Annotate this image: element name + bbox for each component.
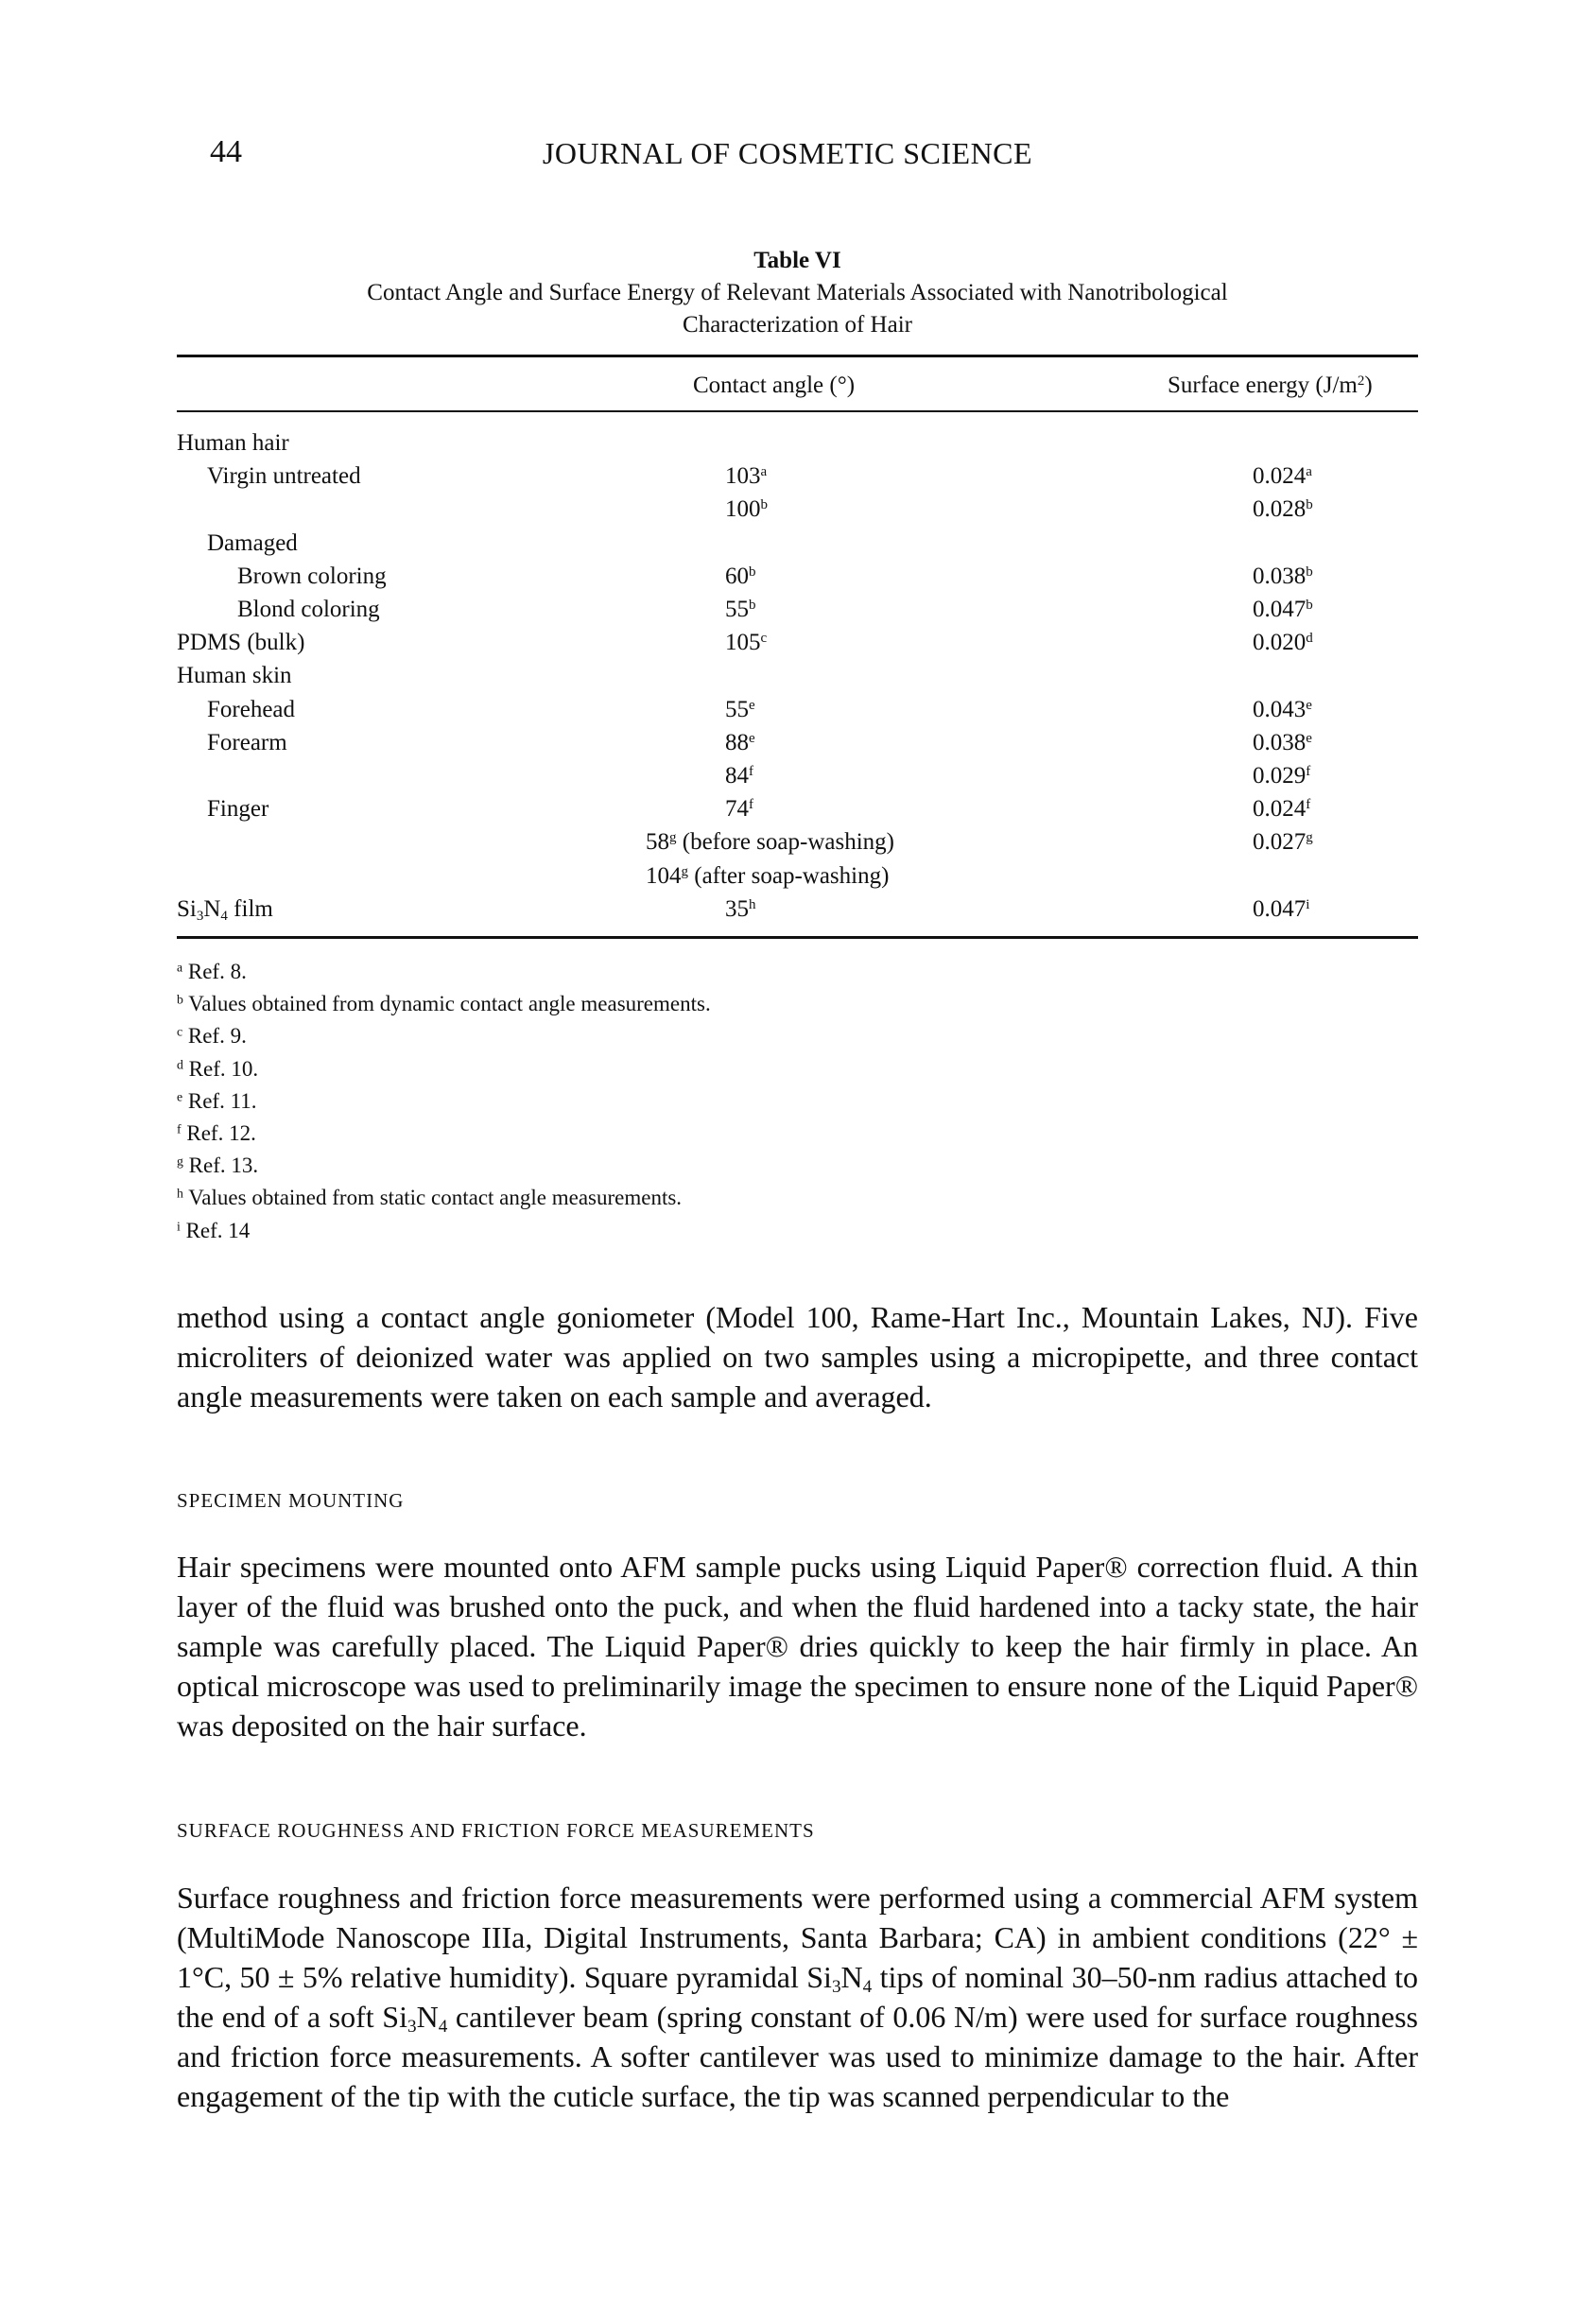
subscript: 4 (862, 1976, 873, 1997)
text-run: Hair specimens were mounted onto AFM sample pucks using Liquid Paper® correction fluid. A thin layer of the fluid was brushed onto the puck, and when the fluid hardened into a tacky state, the hair sample was carefully placed. The Liquid Paper® dries quickly to keep the hair firmly in place. An optical microscope was used to preliminarily image the specimen to ensure none of the Liquid Paper® was deposited on the hair surface. (177, 1550, 1418, 1743)
surface-energy-cell (1253, 829, 1313, 856)
body-paragraph (177, 1547, 1418, 1745)
ref-mark: f (749, 763, 753, 779)
value: 84 (725, 763, 749, 789)
value: 0.024 (1253, 463, 1307, 490)
table-label: Table VI (753, 248, 841, 273)
surface-energy-cell (1253, 796, 1310, 823)
footnote (177, 1057, 258, 1082)
footnote-text: Ref. 8. (187, 960, 247, 983)
value: 0.047 (1253, 597, 1307, 622)
section-heading: SURFACE ROUGHNESS AND FRICTION FORCE MEASUREMENTS (177, 1819, 815, 1842)
table-row (0, 697, 1575, 730)
ref-mark: a (760, 463, 768, 479)
value: 0.043 (1253, 696, 1307, 722)
body-paragraph (177, 1878, 1418, 2116)
header-text: ) (1364, 373, 1373, 398)
footnote (177, 1153, 258, 1178)
value: 88 (725, 729, 749, 755)
surface-energy-cell (1253, 597, 1313, 623)
subscript: 3 (407, 2016, 417, 2037)
ref-mark: b (760, 497, 768, 513)
value: 0.027 (1253, 829, 1307, 856)
label-text: Damaged (207, 529, 298, 556)
footnote (177, 1219, 250, 1243)
label-text: N (203, 895, 221, 922)
footnote-mark: i (177, 1219, 181, 1234)
table-row (0, 763, 1575, 796)
contact-angle-cell (725, 463, 767, 490)
label-text: film (227, 895, 273, 922)
header-contact-angle: Contact angle (°) (693, 373, 856, 398)
value: 55 (725, 696, 749, 722)
surface-energy-cell (1253, 697, 1312, 723)
note: (before soap-washing) (676, 829, 894, 856)
value: 105 (725, 630, 761, 656)
contact-angle-cell (725, 597, 756, 623)
ref-mark: e (749, 730, 755, 746)
footnote-text: Ref. 11. (187, 1088, 257, 1113)
value: 60 (725, 563, 749, 589)
caption-line: Characterization of Hair (683, 312, 912, 338)
footnote (177, 992, 711, 1016)
value: 0.024 (1253, 796, 1307, 823)
footnote-text: Values obtained from dynamic contact angle measurements. (188, 992, 711, 1016)
surface-energy-cell (1253, 564, 1313, 590)
footnote-text: Ref. 10. (188, 1056, 259, 1081)
text-run: Surface roughness and friction force measurements were performed using a commercial AFM system (MultiMode Nanoscope IIIa, Digital Instruments, Santa Barbara; CA) in ambient conditions (22° ± 1°C, 50 ± 5% relative humidity). Square pyramidal Si (177, 1881, 1418, 1994)
table-row (0, 564, 1575, 597)
footnote-text: Ref. 9. (187, 1024, 247, 1049)
surface-energy-cell (1253, 463, 1312, 490)
ref-mark: g (1306, 830, 1313, 846)
footnote-mark: b (177, 992, 183, 1007)
footnote-mark: g (177, 1153, 183, 1169)
contact-angle-cell (646, 863, 889, 890)
header-text: Surface energy (J/m (1168, 373, 1358, 398)
value: 103 (725, 463, 761, 490)
footnote-mark: a (177, 960, 183, 975)
table-row (0, 530, 1575, 564)
label-sub: 3 (196, 908, 204, 924)
table-header-rule (177, 410, 1418, 412)
surface-energy-cell (1253, 730, 1312, 756)
ref-mark: d (1306, 630, 1313, 646)
footnote-mark: h (177, 1186, 183, 1201)
table-bottom-rule (177, 936, 1418, 939)
table-caption (177, 277, 1418, 341)
ref-mark: b (1306, 497, 1313, 513)
label-text: Forearm (207, 729, 287, 755)
value: 0.038 (1253, 729, 1307, 755)
ref-mark: e (749, 697, 755, 713)
body-paragraph (177, 1297, 1418, 1416)
text-run: method using a contact angle goniometer (Model 100, Rame-Hart Inc., Mountain Lakes, NJ). Five microliters of deionized water was applied on two samples using a micropipette, and three contact angle measurements were taken on each sample and averaged. (177, 1300, 1418, 1413)
table-row (0, 630, 1575, 663)
label-text: Si (177, 895, 197, 922)
header-sup: 2 (1357, 373, 1365, 389)
footnote (177, 1186, 682, 1210)
label-text: Virgin untreated (207, 463, 361, 490)
text-run: tips of nominal 30–50-nm radius attached to the end of a soft Si (177, 1960, 1419, 2034)
contact-angle-cell (725, 730, 755, 756)
label-text: Forehead (207, 696, 296, 722)
text-run: cantilever beam (spring constant of 0.06 N/m) were used for surface roughness and friction force measurements. A softer cantilever was used to minimize damage to the hair. After engagement of the tip with the cuticle surface, the tip was scanned perpendicular to the (177, 2000, 1419, 2113)
ref-mark: a (1306, 463, 1312, 479)
footnote (177, 960, 247, 984)
footnote (177, 1024, 247, 1049)
row-label (177, 630, 304, 656)
ref-mark: f (1306, 796, 1311, 812)
ref-mark: g (669, 830, 677, 846)
value: 58 (646, 829, 669, 856)
row-label (177, 663, 292, 689)
row-label (237, 597, 380, 623)
label-text: Human hair (177, 430, 289, 456)
footnote (177, 1121, 256, 1146)
surface-energy-cell (1253, 763, 1310, 789)
contact-angle-cell (725, 564, 756, 590)
ref-mark: b (1306, 597, 1313, 613)
surface-energy-cell (1253, 896, 1309, 923)
table-row (0, 597, 1575, 630)
footnote-mark: f (177, 1121, 182, 1136)
ref-mark: b (1306, 564, 1313, 580)
ref-mark: g (681, 863, 688, 879)
contact-angle-cell (725, 896, 756, 923)
ref-mark: e (1306, 697, 1312, 713)
caption-line: Contact Angle and Surface Energy of Relevant Materials Associated with Nanotribological (367, 280, 1228, 305)
table-row (0, 896, 1575, 929)
row-label (207, 730, 287, 756)
footnote-text: Values obtained from static contact angle measurements. (188, 1186, 683, 1210)
label-sub: 4 (220, 908, 228, 924)
table-row (0, 663, 1575, 696)
header-surface-energy (1168, 373, 1373, 399)
footnote-text: Ref. 14 (185, 1218, 251, 1242)
table-row (0, 730, 1575, 763)
footnote-mark: c (177, 1024, 183, 1039)
ref-mark: e (1306, 730, 1312, 746)
contact-angle-cell (725, 796, 753, 823)
row-label (177, 896, 273, 923)
section-heading: SPECIMEN MOUNTING (177, 1489, 405, 1512)
label-text: Finger (207, 796, 269, 823)
value: 0.029 (1253, 763, 1307, 789)
footnote-text: Ref. 13. (188, 1153, 259, 1178)
contact-angle-cell (646, 829, 894, 856)
row-label (207, 463, 361, 490)
note: (after soap-washing) (688, 862, 890, 889)
text-run: N (416, 2000, 439, 2034)
value: 0.038 (1253, 563, 1307, 589)
ref-mark: f (1306, 763, 1311, 779)
row-label (177, 430, 289, 457)
value: 0.028 (1253, 496, 1307, 523)
value: 104 (646, 862, 682, 889)
footnote-mark: d (177, 1057, 183, 1072)
table-row (0, 796, 1575, 829)
value: 74 (725, 796, 749, 823)
contact-angle-cell (725, 496, 768, 523)
contact-angle-cell (725, 697, 755, 723)
table-row (0, 430, 1575, 463)
ref-mark: h (749, 896, 756, 912)
value: 100 (725, 496, 761, 523)
label-text: Blond coloring (237, 597, 380, 622)
footnote-text: Ref. 12. (186, 1121, 256, 1145)
value: 0.020 (1253, 630, 1307, 656)
row-label (207, 796, 268, 823)
table-row (0, 829, 1575, 862)
surface-energy-cell (1253, 630, 1313, 656)
ref-mark: f (749, 796, 753, 812)
ref-mark: b (749, 597, 756, 613)
table-row (0, 463, 1575, 496)
surface-energy-cell (1253, 496, 1313, 523)
footnote-mark: e (177, 1089, 183, 1104)
ref-mark: i (1306, 896, 1310, 912)
value: 55 (725, 597, 749, 622)
row-label (207, 697, 295, 723)
footnote (177, 1089, 256, 1114)
row-label (237, 564, 387, 590)
row-label (207, 530, 298, 557)
value: 0.047 (1253, 895, 1307, 922)
table-row (0, 863, 1575, 896)
ref-mark: c (760, 630, 768, 646)
label-text: PDMS (bulk) (177, 630, 305, 656)
running-head: JOURNAL OF COSMETIC SCIENCE (542, 136, 1033, 170)
ref-mark: b (749, 564, 756, 580)
page-number: 44 (210, 134, 242, 169)
table-row (0, 496, 1575, 529)
table-top-rule (177, 355, 1418, 357)
value: 35 (725, 895, 749, 922)
subscript: 4 (438, 2016, 448, 2037)
contact-angle-cell (725, 630, 767, 656)
text-run: N (840, 1960, 863, 1994)
contact-angle-cell (725, 763, 753, 789)
subscript: 3 (831, 1976, 841, 1997)
label-text: Human skin (177, 663, 292, 689)
label-text: Brown coloring (237, 563, 387, 589)
